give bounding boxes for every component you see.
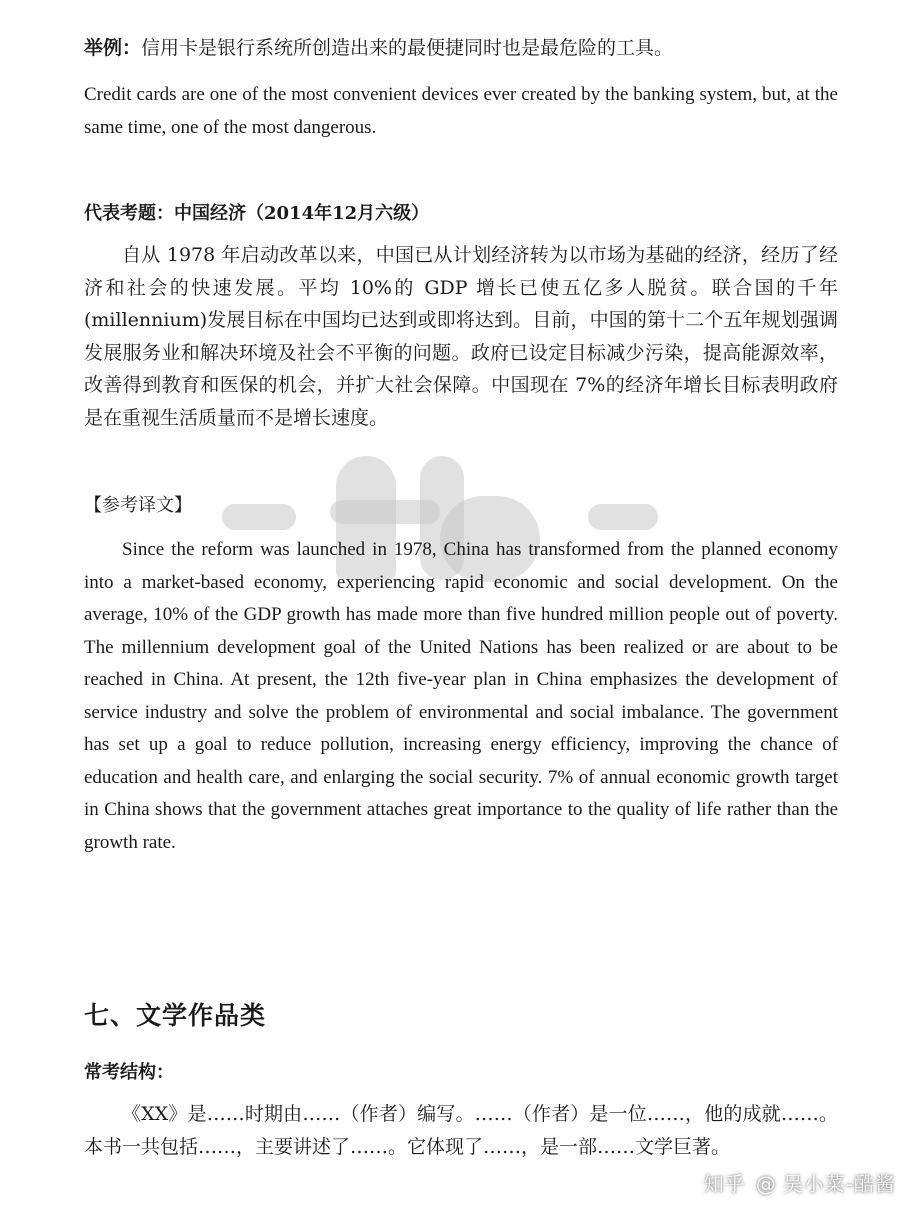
exam-question-chinese-text: 自从 1978 年启动改革以来，中国已从计划经济转为以市场为基础的经济，经历了经济和社会的快速发展。平均 10%的 GDP 增长已使五亿多人脱贫。联合国的千年(millennium)发展目标在中国均已达到或即将达到。目前，中国的第十二个五年规划强调发展服务业和解决环境及社会不平衡的问题。政府已设定目标减少污染，提高能源效率，改善得到教育和医保的机会，并扩大社会保障。中国现在 7%的经济年增长目标表明政府是在重视生活质量而不是增长速度。 — [84, 244, 838, 429]
example-label: 举例： — [84, 37, 142, 59]
reference-translation-title: 【参考译文】 — [84, 495, 192, 516]
section-title: 七、文学作品类 — [84, 1001, 267, 1030]
example-english: Credit cards are one of the most convenient devices ever created by the banking system, but, at the same time, one of the most dangerous. — [84, 84, 838, 138]
reference-translation-english: Since the reform was launched in 1978, China has transformed from the planned economy into a market-based economy, experiencing rapid economic and social development. On the average, 10% of the GDP growth has made more than five hundred million people out of poverty. The millennium development goal of the United Nations has been realized or are about to be reached in China. At present, the 12th five-year plan in China emphasizes the development of service industry and solve the problem of environmental and social imbalance. The government has set up a goal to reduce pollution, increasing energy efficiency, improving the chance of education and health care, and enlarging the social security. 7% of annual economic growth target in China shows that the government attaches great importance to the quality of life rather than the growth rate. — [84, 539, 838, 853]
exam-question-title: 代表考题：中国经济（2014年12月六级） — [84, 203, 430, 224]
structure-label: 常考结构： — [84, 1062, 174, 1083]
author-name: 吴小菜-酷酱 — [782, 1172, 896, 1196]
at-symbol: @ — [755, 1172, 777, 1196]
zhihu-watermark — [704, 1168, 896, 1197]
platform-name: 知乎 — [703, 1172, 746, 1196]
structure-text: 《XX》是……时期由……（作者）编写。……（作者）是一位……，他的成就……。本书一共包括……，主要讲述了……。它体现了……，是一部……文学巨著。 — [84, 1103, 838, 1158]
example-chinese-line — [84, 32, 838, 65]
example-chinese: 信用卡是银行系统所创造出来的最便捷同时也是最危险的工具。 — [141, 37, 674, 59]
